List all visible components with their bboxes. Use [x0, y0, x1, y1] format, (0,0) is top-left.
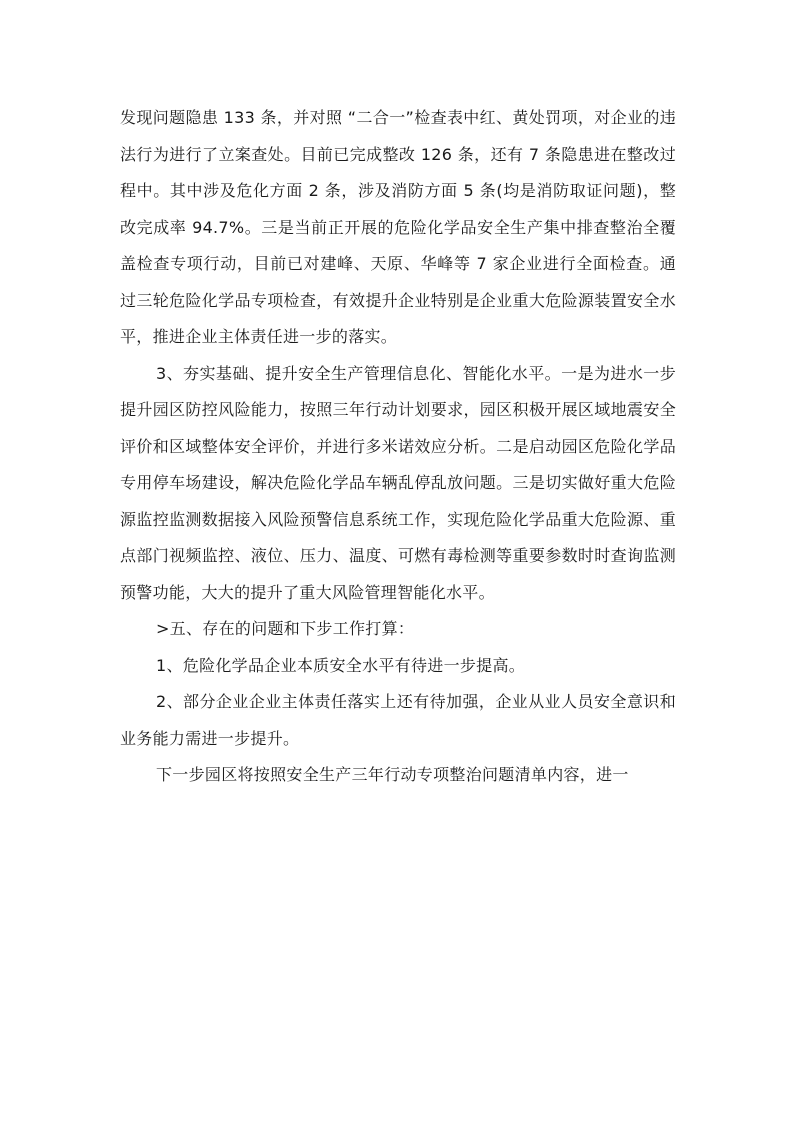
paragraph-informatization: 3、夯实基础、提升安全生产管理信息化、智能化水平。一是为进水一步提升园区防控风险能力，按照三年行动计划要求，园区积极开展区域地震安全评价和区域整体安全评价，并进行多米诺效应分析。二是启动园区危险化学品专用停车场建设，解决危险化学品车辆乱停乱放问题。三是切实做好重大危险源监控监测数据接入风险预警信息系统工作，实现危险化学品重大危险源、重点部门视频监控、液位、压力、温度、可燃有毒检测等重要参数时时查询监测预警功能，大大的提升了重大风险管理智能化水平。 — [120, 363, 676, 602]
list-item-problem-2: 2、部分企业企业主体责任落实上还有待加强，企业从业人员安全意识和业务能力需进一步提升。 — [120, 692, 676, 748]
paragraph-hazard-rectification: 发现问题隐患 133 条，并对照 “二合一”检查表中红、黄处罚项，对企业的违法行为进行了立案查处。目前已完成整改 126 条，还有 7 条隐患进在整改过程中。其中涉及危化方面 2 条，涉及消防方面 5 条(均是消防取证问题)，整改完成率 94.7%。三是当前正开展的危险化学品安全生产集中排查整治全覆盖检查专项行动，目前已对建峰、天原、华峰等 7 家企业进行全面检查。通过三轮危险化学品专项检查，有效提升企业特别是企业重大危险源装置安全水平，推进企业主体责任进一步的落实。 — [120, 108, 676, 346]
section-heading-problems-and-plans: >五、存在的问题和下步工作打算： — [156, 619, 415, 638]
paragraph-next-steps: 下一步园区将按照安全生产三年行动专项整治问题清单内容，进一 — [156, 765, 629, 784]
list-item-problem-1: 1、危险化学品企业本质安全水平有待进一步提高。 — [156, 655, 526, 675]
document-body — [120, 100, 676, 794]
